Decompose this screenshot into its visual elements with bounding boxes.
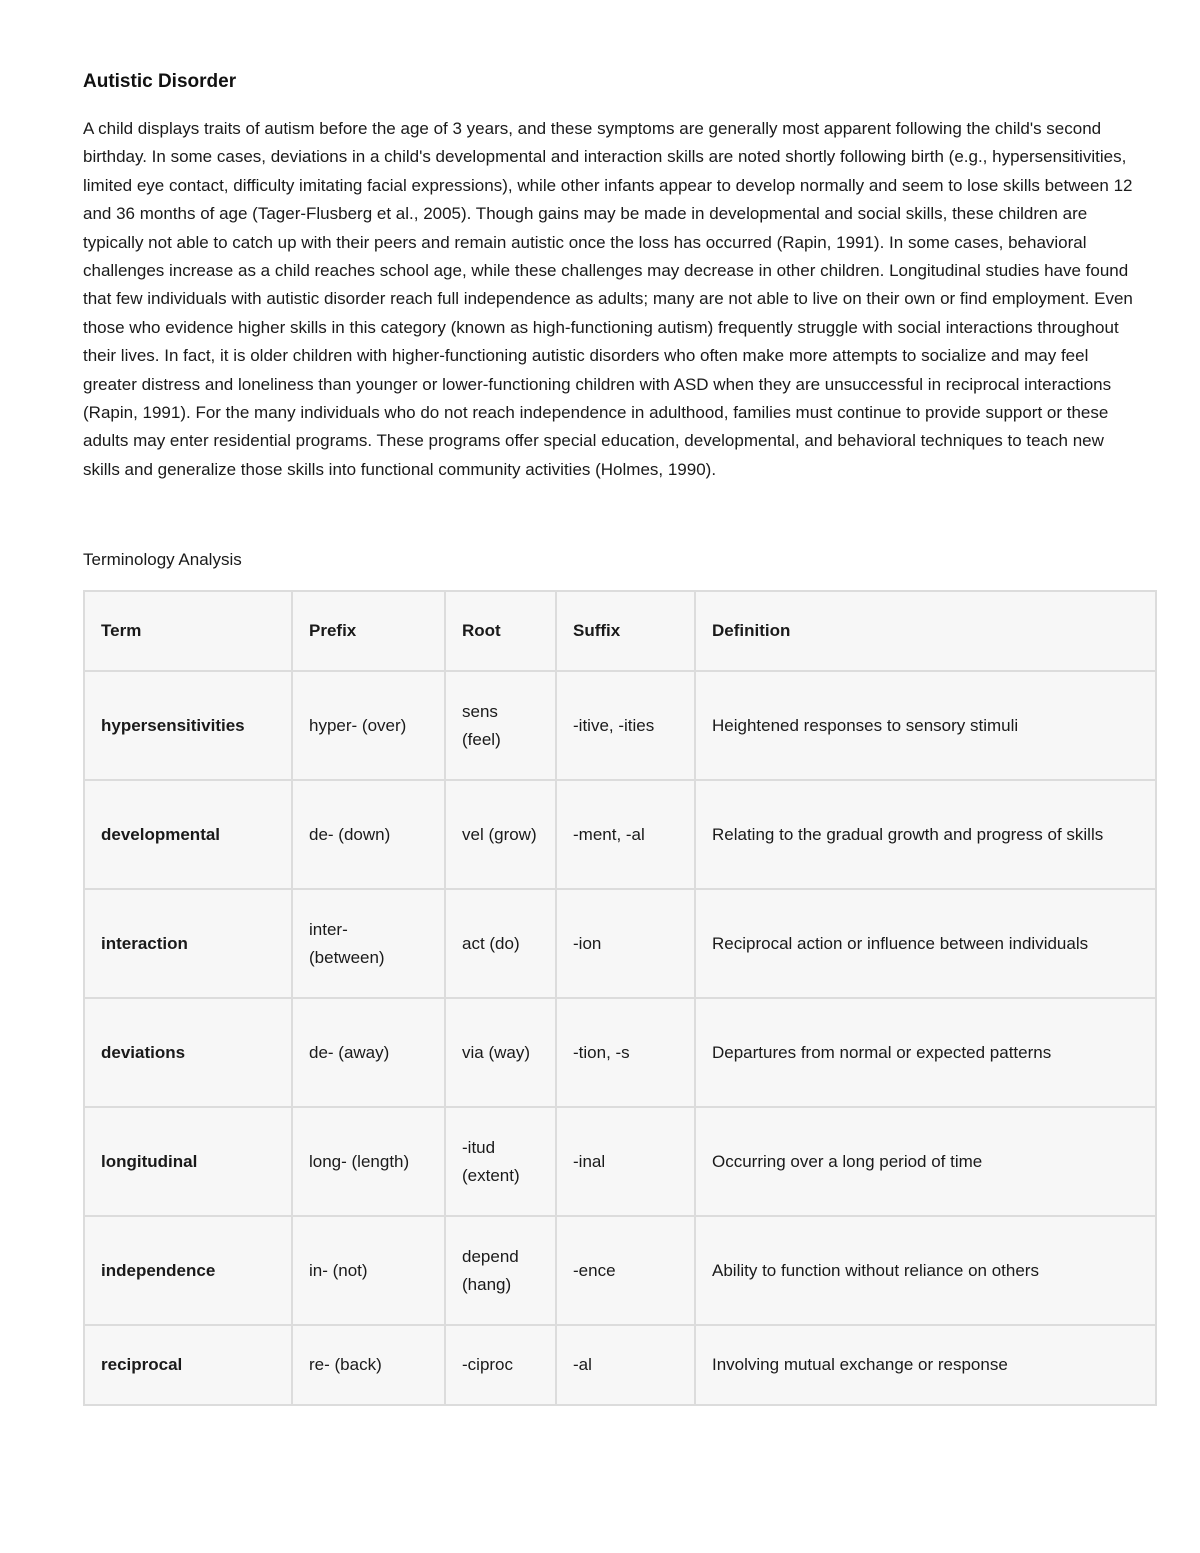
term-cell: independence [84,1216,292,1325]
definition-cell: Departures from normal or expected patterns [695,998,1156,1107]
root-cell: via (way) [445,998,556,1107]
table-row [84,780,1156,889]
header-prefix: Prefix [292,591,445,671]
terminology-table [83,590,1157,1406]
prefix-cell: hyper- (over) [292,671,445,780]
table-row [84,1107,1156,1216]
root-cell: -itud (extent) [445,1107,556,1216]
body-paragraph: A child displays traits of autism before the age of 3 years, and these symptoms are generally most apparent following the child's second birthday. In some cases, deviations in a child's developmental and interaction skills are noted shortly following birth (e.g., hypersensitivities, limited eye contact, difficulty imitating facial expressions), while other infants appear to develop normally and seem to lose skills between 12 and 36 months of age (Tager-Flusberg et al., 2005). Though gains may be made in developmental and social skills, these children are typically not able to catch up with their peers and remain autistic once the loss has occurred (Rapin, 1991). In some cases, behavioral challenges increase as a child reaches school age, while these challenges may decrease in other children. Longitudinal studies have found that few individuals with autistic disorder reach full independence as adults; many are not able to live on their own or find employment. Even those who evidence higher skills in this category (known as high-functioning autism) frequently struggle with social interactions throughout their lives. In fact, it is older children with higher-functioning autistic disorders who often make more attempts to socialize and may feel greater distress and loneliness than younger or lower-functioning children with ASD when they are unsuccessful in reciprocal interactions (Rapin, 1991). For the many individuals who do not reach independence in adulthood, families must continue to provide support or these adults may enter residential programs. These programs offer special education, developmental, and behavioral techniques to teach new skills and generalize those skills into functional community activities (Holmes, 1990). [83,119,1133,479]
table-row [84,1325,1156,1405]
table-row [84,998,1156,1107]
prefix-cell: in- (not) [292,1216,445,1325]
header-term: Term [84,591,292,671]
root-cell: depend (hang) [445,1216,556,1325]
definition-cell: Reciprocal action or influence between individuals [695,889,1156,998]
term-cell: developmental [84,780,292,889]
suffix-cell: -tion, -s [556,998,695,1107]
term-cell: longitudinal [84,1107,292,1216]
suffix-cell: -al [556,1325,695,1405]
term-cell: deviations [84,998,292,1107]
definition-cell: Ability to function without reliance on others [695,1216,1156,1325]
root-cell: sens (feel) [445,671,556,780]
table-row [84,889,1156,998]
suffix-cell: -ion [556,889,695,998]
section-label: Terminology Analysis [83,550,242,570]
prefix-cell: re- (back) [292,1325,445,1405]
header-root: Root [445,591,556,671]
definition-cell: Occurring over a long period of time [695,1107,1156,1216]
prefix-cell: de- (away) [292,998,445,1107]
prefix-cell: inter- (between) [292,889,445,998]
suffix-cell: -ence [556,1216,695,1325]
table-row [84,1216,1156,1325]
term-cell: hypersensitivities [84,671,292,780]
definition-cell: Relating to the gradual growth and progress of skills [695,780,1156,889]
term-cell: reciprocal [84,1325,292,1405]
suffix-cell: -ment, -al [556,780,695,889]
header-definition: Definition [695,591,1156,671]
root-cell: vel (grow) [445,780,556,889]
term-cell: interaction [84,889,292,998]
root-cell: -ciproc [445,1325,556,1405]
document-page [83,68,1155,1406]
definition-cell: Involving mutual exchange or response [695,1325,1156,1405]
suffix-cell: -itive, -ities [556,671,695,780]
document-title: Autistic Disorder [83,71,237,92]
definition-cell: Heightened responses to sensory stimuli [695,671,1156,780]
header-suffix: Suffix [556,591,695,671]
table-header-row [84,591,1156,671]
prefix-cell: de- (down) [292,780,445,889]
prefix-cell: long- (length) [292,1107,445,1216]
suffix-cell: -inal [556,1107,695,1216]
root-cell: act (do) [445,889,556,998]
table-row [84,671,1156,780]
